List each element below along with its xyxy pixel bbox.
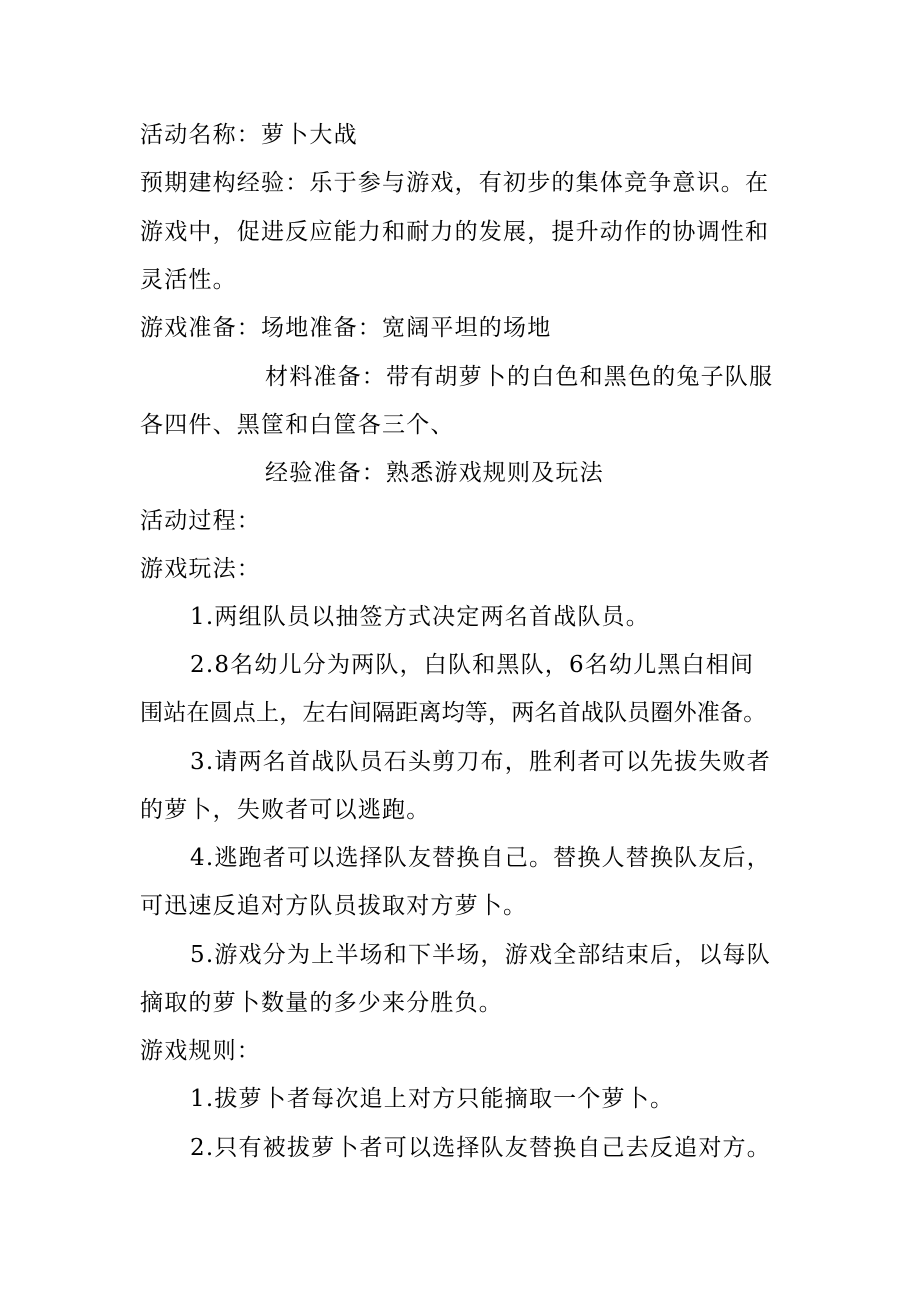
text-line: 围站在圆点上，左右间隔距离均等，两名首战队员圈外准备。 [140,700,767,726]
text-line: 各四件、黑筐和白筐各三个、 [140,412,455,438]
gameplay-item-3: 3.请两名首战队员石头剪刀布，胜利者可以先拔失败者 [190,749,771,775]
text-line: 灵活性。 [140,267,237,293]
activity-name: 活动名称：萝卜大战 [140,122,358,148]
text-line: 摘取的萝卜数量的多少来分胜负。 [140,990,503,1016]
experience-preparation: 经验准备：熟悉游戏规则及玩法 [265,460,604,486]
game-preparation: 游戏准备：场地准备：宽阔平坦的场地 [140,315,552,341]
expected-experience: 预期建构经验：乐于参与游戏，有初步的集体竞争意识。在 [140,170,770,196]
section-heading-process: 活动过程： [140,508,261,534]
gameplay-item-5: 5.游戏分为上半场和下半场，游戏全部结束后，以每队 [190,942,771,968]
section-heading-rules: 游戏规则： [140,1038,261,1064]
rule-item-2: 2.只有被拔萝卜者可以选择队友替换自己去反追对方。 [190,1135,771,1161]
rule-item-1: 1.拔萝卜者每次追上对方只能摘取一个萝卜。 [190,1086,675,1112]
section-heading-gameplay: 游戏玩法： [140,556,261,582]
text-line: 游戏中，促进反应能力和耐力的发展，提升动作的协调性和 [140,219,770,245]
material-preparation: 材料准备：带有胡萝卜的白色和黑色的兔子队服 [265,364,774,390]
gameplay-item-4: 4.逃跑者可以选择队友替换自己。替换人替换队友后， [190,845,771,871]
text-line: 的萝卜，失败者可以逃跑。 [140,797,431,823]
gameplay-item-1: 1.两组队员以抽签方式决定两名首战队员。 [190,604,650,630]
text-line: 可迅速反追对方队员拔取对方萝卜。 [140,893,528,919]
gameplay-item-2: 2.8名幼儿分为两队，白队和黑队，6名幼儿黑白相间 [190,652,755,678]
